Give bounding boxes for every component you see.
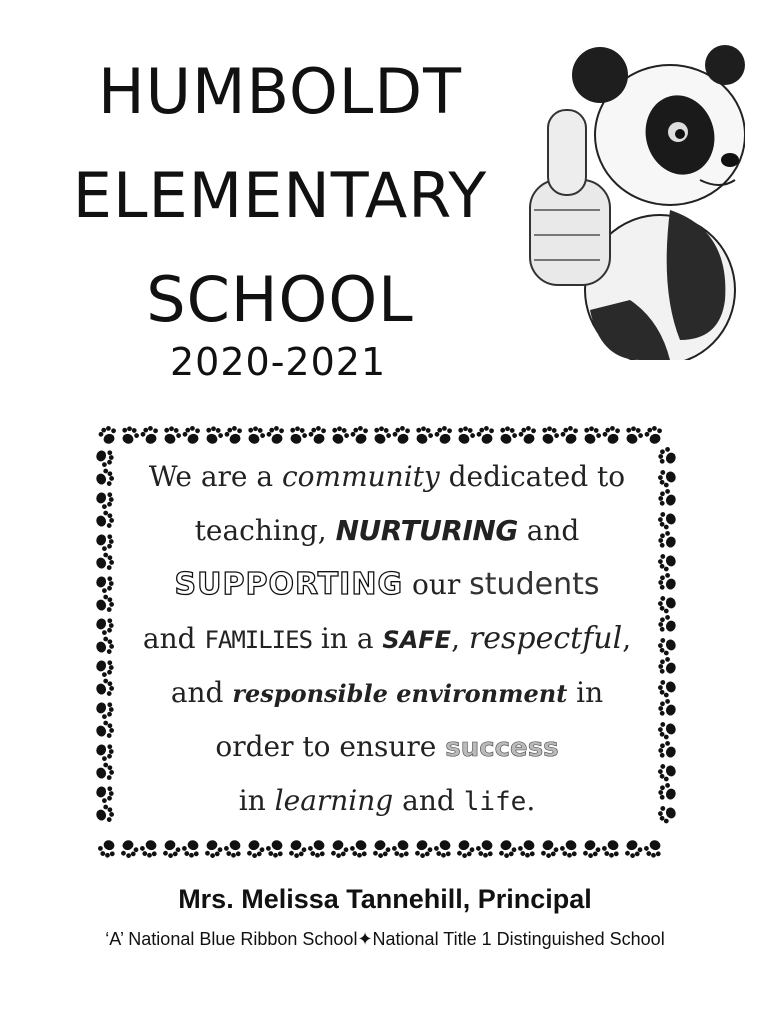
paw-print-icon bbox=[600, 837, 623, 859]
mission-statement bbox=[92, 450, 682, 828]
paw-print-icon bbox=[97, 424, 120, 446]
word-respectful: respectful bbox=[468, 621, 623, 656]
word-success: success bbox=[445, 733, 559, 763]
mission-text: in bbox=[567, 676, 604, 709]
paw-print-icon bbox=[180, 837, 203, 859]
mission-text: , bbox=[622, 622, 632, 655]
paw-print-icon bbox=[369, 838, 392, 860]
paw-print-icon bbox=[307, 424, 330, 446]
paw-print-icon bbox=[495, 838, 518, 860]
paw-print-icon bbox=[579, 838, 602, 860]
word-families: FAMILIES bbox=[204, 626, 313, 654]
paw-print-icon bbox=[264, 837, 287, 859]
paw-print-icon bbox=[454, 424, 477, 446]
paw-print-icon bbox=[327, 838, 350, 860]
mission-text: our bbox=[403, 568, 470, 601]
paw-print-icon bbox=[474, 837, 497, 859]
paw-print-icon bbox=[117, 838, 140, 860]
paw-print-icon bbox=[181, 424, 204, 446]
paw-print-icon bbox=[202, 424, 225, 446]
paw-print-icon bbox=[139, 424, 162, 446]
paw-print-icon bbox=[306, 837, 329, 859]
principal-name: Mrs. Melissa Tannehill, Principal bbox=[178, 884, 592, 914]
mission-line-6 bbox=[92, 720, 682, 774]
paw-print-icon bbox=[496, 424, 519, 446]
title-line-3: SCHOOL bbox=[146, 263, 414, 336]
paw-print-icon bbox=[601, 424, 624, 446]
word-nurturing: NURTURING bbox=[335, 514, 518, 547]
paw-print-icon bbox=[517, 424, 540, 446]
mission-text: , bbox=[451, 622, 469, 655]
paw-print-icon bbox=[349, 424, 372, 446]
paw-print-icon bbox=[118, 424, 141, 446]
words-responsible-environment: responsible environment bbox=[232, 679, 568, 708]
paw-print-icon bbox=[160, 424, 183, 446]
word-learning: learning bbox=[274, 784, 394, 817]
paw-print-icon bbox=[222, 837, 245, 859]
paw-print-icon bbox=[285, 838, 308, 860]
mission-text: dedicated to bbox=[439, 460, 626, 493]
title-line-1: HUMBOLDT bbox=[98, 55, 462, 128]
word-safe: SAFE bbox=[382, 626, 452, 654]
word-supporting: SUPPORTING bbox=[174, 567, 404, 602]
paw-print-icon bbox=[243, 838, 266, 860]
paw-print-icon bbox=[412, 424, 435, 446]
paw-print-icon bbox=[138, 837, 161, 859]
paw-print-icon bbox=[433, 424, 456, 446]
mission-text: and bbox=[517, 514, 580, 547]
paw-print-icon bbox=[453, 838, 476, 860]
paw-print-icon bbox=[244, 424, 267, 446]
paw-print-icon bbox=[580, 424, 603, 446]
paw-print-icon bbox=[348, 837, 371, 859]
paw-print-icon bbox=[411, 838, 434, 860]
word-community: community bbox=[281, 460, 440, 493]
paw-print-icon bbox=[642, 837, 665, 859]
paw-print-icon bbox=[537, 838, 560, 860]
mission-line-1 bbox=[92, 450, 682, 504]
school-year: 2020-2021 bbox=[170, 340, 387, 384]
paw-print-icon bbox=[475, 424, 498, 446]
mission-line-5 bbox=[92, 666, 682, 720]
paw-print-icon bbox=[328, 424, 351, 446]
paw-print-icon bbox=[621, 838, 644, 860]
mission-text: We are a bbox=[148, 460, 282, 493]
mission-text: and bbox=[393, 784, 464, 817]
mission-line-3 bbox=[92, 558, 682, 612]
paw-print-icon bbox=[370, 424, 393, 446]
mission-text: order to ensure bbox=[215, 730, 446, 763]
school-title bbox=[30, 40, 530, 352]
school-honors: ‘A’ National Blue Ribbon School✦National Title 1 Distinguished School bbox=[105, 929, 665, 949]
paw-print-icon bbox=[286, 424, 309, 446]
paw-print-icon bbox=[558, 837, 581, 859]
paw-print-icon bbox=[559, 424, 582, 446]
paw-print-icon bbox=[265, 424, 288, 446]
mission-text: in bbox=[238, 784, 275, 817]
paw-print-icon bbox=[516, 837, 539, 859]
paw-print-icon bbox=[223, 424, 246, 446]
paw-print-icon bbox=[390, 837, 413, 859]
paw-print-icon bbox=[622, 424, 645, 446]
paw-print-icon bbox=[391, 424, 414, 446]
paw-print-icon bbox=[643, 424, 666, 446]
mission-text: and bbox=[142, 622, 205, 655]
mission-text: in a bbox=[312, 622, 383, 655]
paw-print-icon bbox=[96, 837, 119, 859]
paw-print-icon bbox=[538, 424, 561, 446]
mission-line-7 bbox=[92, 774, 682, 828]
mission-line-2 bbox=[92, 504, 682, 558]
mission-text: teaching, bbox=[194, 514, 336, 547]
paw-print-icon bbox=[432, 837, 455, 859]
panda-mascot-image bbox=[520, 40, 745, 360]
mission-text: and bbox=[170, 676, 233, 709]
word-life: life bbox=[463, 787, 527, 817]
mission-line-4 bbox=[92, 612, 682, 666]
paw-print-icon bbox=[201, 838, 224, 860]
title-line-2: ELEMENTARY bbox=[72, 159, 488, 232]
mission-text: . bbox=[526, 784, 536, 817]
word-students: students bbox=[469, 567, 600, 602]
paw-print-icon bbox=[159, 838, 182, 860]
